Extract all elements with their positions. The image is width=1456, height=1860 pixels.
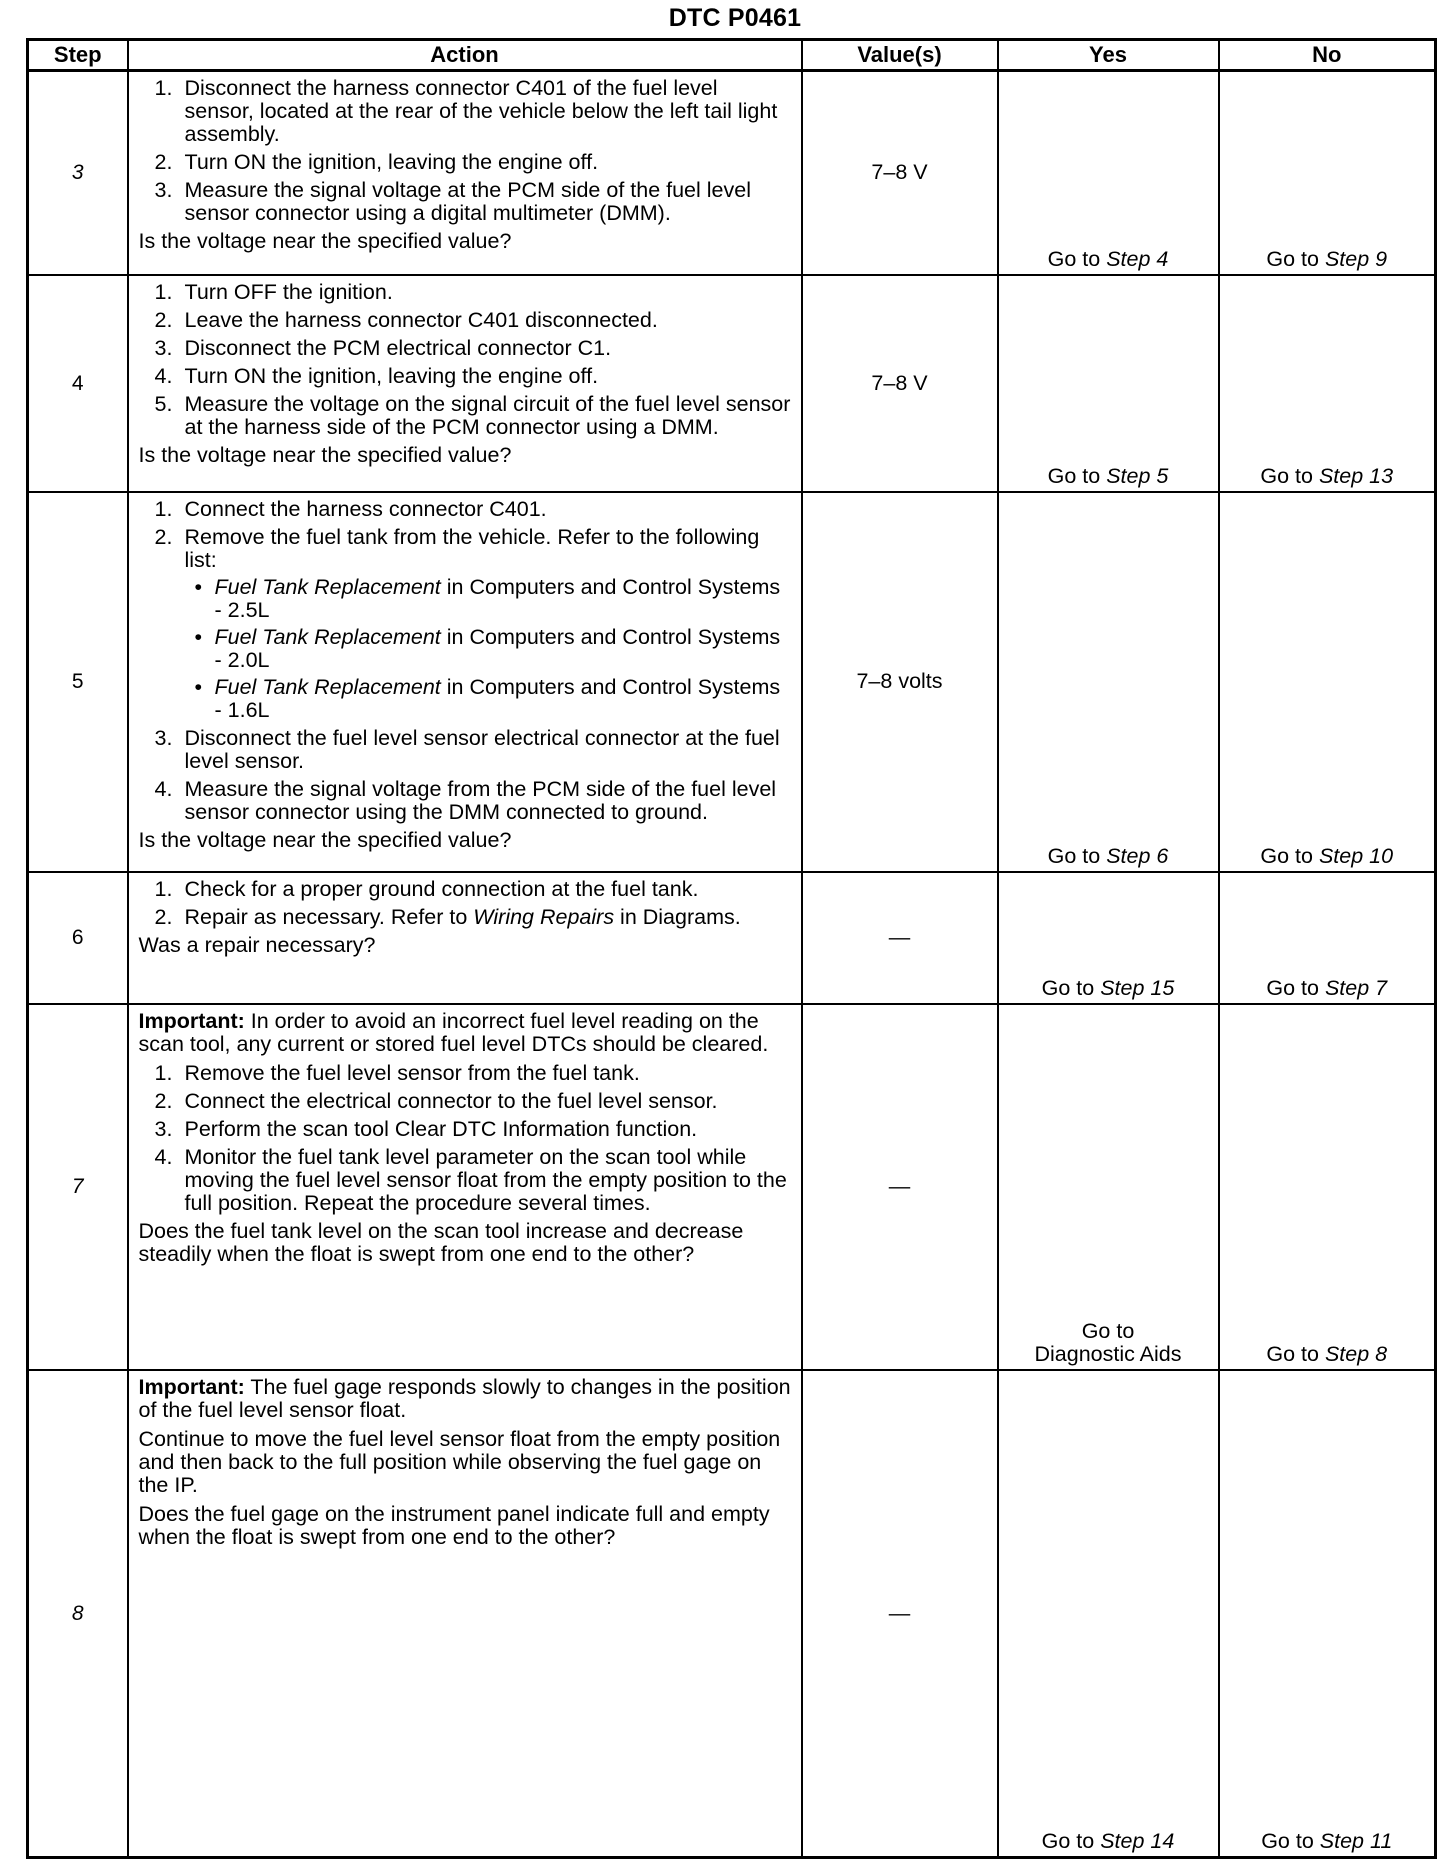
item-text: Disconnect the harness connector C401 of the fuel level sensor, located at the rear of the vehicle below the left tail light assembly.	[184, 76, 778, 146]
no-cell	[1219, 872, 1436, 1004]
item-text: Turn OFF the ignition.	[184, 279, 393, 304]
item-number: 4.	[154, 363, 173, 388]
important-label: Important:	[138, 1374, 245, 1399]
goto-prefix: Go to	[1266, 246, 1319, 271]
action-item	[154, 876, 793, 901]
item-number: 1.	[154, 876, 173, 901]
item-number: 1.	[154, 496, 173, 521]
item-text: Disconnect the fuel level sensor electrical connector at the fuel level sensor.	[184, 725, 780, 773]
value-cell: —	[802, 872, 998, 1004]
reference-link[interactable]: Wiring Repairs	[473, 904, 615, 929]
item-number: 5.	[154, 391, 173, 416]
question-text: Is the voltage near the specified value?	[138, 229, 512, 253]
table-row-step-6	[28, 872, 1436, 1004]
question-text: Is the voltage near the specified value?	[138, 827, 512, 852]
goto-diagnostic-aids-link[interactable]: Diagnostic Aids	[1034, 1341, 1182, 1366]
goto-prefix: Go to	[1047, 463, 1101, 488]
goto-prefix: Go to	[1047, 246, 1101, 271]
no-cell	[1219, 492, 1436, 872]
important-text: In order to avoid an incorrect fuel level reading on the scan tool, any current or stored fuel level DTCs should be cleared.	[138, 1008, 769, 1056]
item-text: Measure the signal voltage from the PCM side of the fuel level sensor connector using the DMM connected to ground.	[184, 776, 777, 824]
goto-prefix: Go to	[1260, 463, 1313, 488]
item-number: 1.	[154, 279, 173, 304]
yes-cell	[998, 275, 1219, 492]
value-cell: —	[802, 1370, 998, 1858]
action-item	[154, 725, 793, 773]
item-text: Measure the voltage on the signal circuit of the fuel level sensor at the harness side of the PCM connector using a DMM.	[184, 391, 791, 439]
action-item	[154, 1088, 793, 1113]
action-cell	[128, 71, 802, 275]
action-item	[154, 524, 793, 722]
item-text-after: in Diagrams.	[614, 904, 741, 929]
item-number: 4.	[154, 776, 173, 801]
yes-cell	[998, 872, 1219, 1004]
header-yes: Yes	[998, 40, 1219, 71]
goto-prefix: Go to	[1260, 843, 1313, 868]
action-item	[154, 1144, 793, 1215]
table-row-step-8	[28, 1370, 1436, 1858]
no-cell	[1219, 1004, 1436, 1370]
reference-text: in Computers and Control Systems - 2.0L	[214, 624, 781, 672]
reference-item	[194, 624, 793, 672]
item-text: Disconnect the PCM electrical connector C1.	[184, 335, 612, 360]
important-text: The fuel gage responds slowly to changes in the position of the fuel level sensor float.	[138, 1374, 791, 1422]
item-text: Connect the electrical connector to the fuel level sensor.	[184, 1088, 718, 1113]
action-item	[154, 1116, 793, 1141]
item-text: Turn ON the ignition, leaving the engine off.	[184, 150, 599, 174]
yes-cell	[998, 71, 1219, 275]
goto-step-link[interactable]: Step 7	[1324, 975, 1388, 1000]
action-item	[154, 178, 793, 225]
goto-step-link[interactable]: Step 15	[1100, 975, 1175, 1000]
value-cell: 7–8 V	[802, 275, 998, 492]
reference-link[interactable]: Fuel Tank Replacement	[214, 674, 441, 699]
goto-prefix: Go to	[1266, 1341, 1319, 1366]
item-text: Remove the fuel level sensor from the fuel tank.	[184, 1060, 640, 1085]
item-text: Turn ON the ignition, leaving the engine off.	[184, 363, 599, 388]
goto-prefix: Go to	[1266, 975, 1319, 1000]
item-text: Perform the scan tool Clear DTC Information function.	[184, 1116, 698, 1141]
item-text: Remove the fuel tank from the vehicle. Refer to the following list:	[184, 524, 760, 572]
no-cell	[1219, 1370, 1436, 1858]
yes-cell	[998, 1370, 1219, 1858]
item-number: 2.	[154, 524, 173, 549]
action-cell	[128, 1004, 802, 1370]
goto-prefix: Go to	[1081, 1318, 1135, 1343]
step-number: 5	[28, 492, 128, 872]
no-cell	[1219, 71, 1436, 275]
question-text: Is the voltage near the specified value?	[138, 442, 512, 467]
header-value: Value(s)	[802, 40, 998, 71]
step-number: 3	[28, 71, 128, 275]
action-item	[154, 335, 793, 360]
item-number: 2.	[154, 904, 173, 929]
action-item	[154, 279, 793, 304]
reference-item	[194, 574, 793, 622]
goto-step-link[interactable]: Step 8	[1324, 1341, 1388, 1366]
important-label: Important:	[138, 1008, 245, 1033]
item-text: Repair as necessary. Refer to	[184, 904, 474, 929]
table-row-step-3	[28, 71, 1436, 275]
bullet-icon: •	[194, 624, 203, 649]
header-no: No	[1219, 40, 1436, 71]
action-item	[154, 776, 793, 824]
important-note	[139, 1376, 793, 1422]
action-cell	[128, 1370, 802, 1858]
action-cell	[128, 872, 802, 1004]
item-number: 2.	[154, 307, 173, 332]
value-cell: 7–8 V	[802, 71, 998, 275]
action-item	[154, 904, 793, 929]
bullet-icon: •	[194, 574, 203, 599]
item-number: 2.	[154, 1088, 173, 1113]
item-text: Measure the signal voltage at the PCM side of the fuel level sensor connector using a digital multimeter (DMM).	[184, 178, 751, 225]
item-text: Connect the harness connector C401.	[184, 496, 547, 521]
important-note	[139, 1010, 793, 1056]
table-row-step-7	[28, 1004, 1436, 1370]
bullet-icon: •	[194, 674, 203, 699]
value-cell: 7–8 volts	[802, 492, 998, 872]
action-item	[154, 363, 793, 388]
action-item	[154, 76, 793, 146]
reference-text: in Computers and Control Systems - 1.6L	[214, 674, 781, 722]
action-cell	[128, 492, 802, 872]
goto-step-link[interactable]: Step 6	[1106, 843, 1169, 868]
goto-prefix: Go to	[1047, 843, 1101, 868]
header-step: Step	[28, 40, 128, 71]
table-row-step-5	[28, 492, 1436, 872]
action-cell	[128, 275, 802, 492]
action-item	[154, 307, 793, 332]
item-text: Leave the harness connector C401 disconnected.	[184, 307, 658, 332]
goto-prefix: Go to	[1041, 1829, 1095, 1853]
goto-step-link[interactable]: Step 10	[1318, 843, 1394, 868]
goto-step-link[interactable]: Step 13	[1318, 463, 1394, 488]
header-action: Action	[128, 40, 802, 71]
reference-link[interactable]: Fuel Tank Replacement	[214, 574, 441, 599]
reference-link[interactable]: Fuel Tank Replacement	[214, 624, 441, 649]
item-text: Monitor the fuel tank level parameter on the scan tool while moving the fuel level sensor float from the empty position to the full position. Repeat the procedure several times.	[184, 1144, 787, 1215]
instruction-paragraph: Continue to move the fuel level sensor float from the empty position and then back to the full position while observing the fuel gage on the IP.	[138, 1426, 781, 1497]
header-row	[28, 40, 1436, 71]
goto-step-link[interactable]: Step 11	[1319, 1829, 1393, 1853]
question-text: Was a repair necessary?	[138, 932, 376, 957]
question-text: Does the fuel gage on the instrument panel indicate full and empty when the float is swept from one end to the other?	[138, 1501, 770, 1549]
no-cell	[1219, 275, 1436, 492]
table-row-step-4	[28, 275, 1436, 492]
item-number: 2.	[154, 150, 173, 174]
reference-list	[185, 576, 793, 722]
yes-cell	[998, 1004, 1219, 1370]
value-cell: —	[802, 1004, 998, 1370]
step-number: 4	[28, 275, 128, 492]
yes-cell	[998, 492, 1219, 872]
goto-step-link[interactable]: Step 9	[1324, 246, 1388, 271]
item-number: 1.	[154, 1060, 173, 1085]
step-number: 7	[28, 1004, 128, 1370]
reference-item	[194, 674, 793, 722]
action-item	[154, 496, 793, 521]
action-item	[154, 150, 793, 174]
action-item	[154, 1060, 793, 1085]
goto-prefix: Go to	[1261, 1829, 1314, 1853]
step-number: 6	[28, 872, 128, 1004]
item-number: 3.	[154, 178, 173, 202]
item-number: 3.	[154, 1116, 173, 1141]
step-number: 8	[28, 1370, 128, 1858]
item-text: Check for a proper ground connection at the fuel tank.	[184, 876, 699, 901]
reference-text: in Computers and Control Systems - 2.5L	[214, 574, 781, 622]
diagnostic-table	[26, 38, 1437, 1859]
question-text: Does the fuel tank level on the scan tool increase and decrease steadily when the float is swept from one end to the other?	[138, 1218, 744, 1266]
item-number: 3.	[154, 725, 173, 750]
item-number: 4.	[154, 1144, 173, 1169]
goto-step-link[interactable]: Step 5	[1106, 463, 1169, 488]
page-title: DTC P0461	[668, 4, 802, 32]
goto-step-link[interactable]: Step 14	[1100, 1829, 1175, 1853]
item-number: 3.	[154, 335, 173, 360]
item-number: 1.	[154, 76, 173, 100]
goto-step-link[interactable]: Step 4	[1106, 246, 1169, 271]
goto-prefix: Go to	[1041, 975, 1095, 1000]
action-item	[154, 391, 793, 439]
